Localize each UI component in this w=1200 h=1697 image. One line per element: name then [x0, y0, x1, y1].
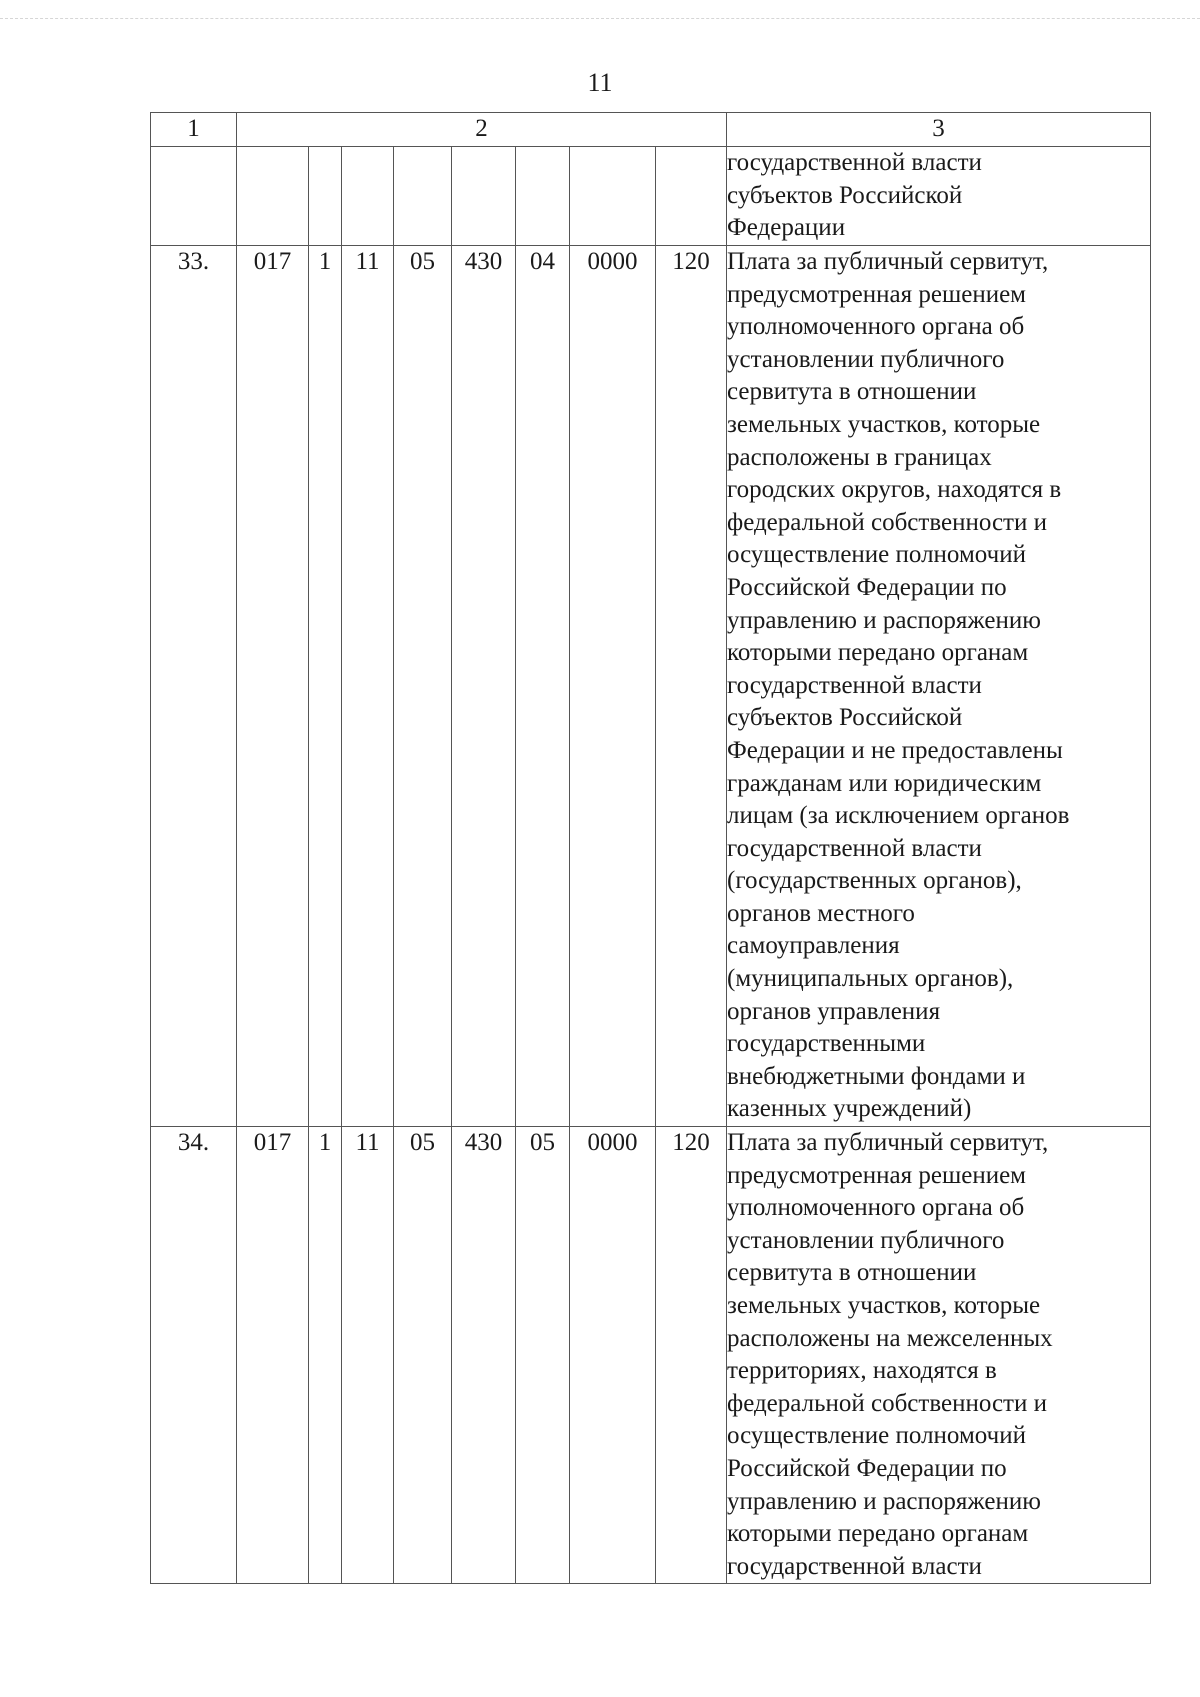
description-cell: [727, 246, 1151, 1127]
table-row-continuation: [151, 147, 1151, 246]
description-cell: [727, 1127, 1151, 1584]
code-segment-6: 05: [516, 1127, 570, 1584]
header-col-3: 3: [727, 113, 1151, 147]
code-segment-6: 04: [516, 246, 570, 1127]
code-segment-2: 1: [309, 1127, 342, 1584]
scan-edge-artifact: [0, 18, 1200, 19]
empty-cell: [394, 147, 452, 246]
empty-cell: [516, 147, 570, 246]
header-col-2: 2: [237, 113, 727, 147]
empty-cell: [570, 147, 656, 246]
code-segment-2: 1: [309, 246, 342, 1127]
continuation-description-cell: [727, 147, 1151, 246]
row-number: 33.: [151, 246, 237, 1127]
empty-cell: [656, 147, 727, 246]
code-segment-4: 05: [394, 1127, 452, 1584]
code-segment-8: 120: [656, 1127, 727, 1584]
table-row: [151, 1127, 1151, 1584]
empty-cell: [237, 147, 309, 246]
code-segment-8: 120: [656, 246, 727, 1127]
row-description: Плата за публичный сервитут, предусмотренная решением уполномоченного органа об установлении публичного сервитута в отношении земельных участков, которые расположены в границах городских округов, находятся в федеральной собственности и осуществление полномочий Российской Федерации по управлению и распоряжению которыми передано органам государственной власти субъектов Российской Федерации и не предоставлены гражданам или юридическим лицам (за исключением органов государственной власти (государственных органов), органов местного самоуправления (муниципальных органов), органов управления государственными внебюджетными фондами и казенных учреждений): [727, 248, 1070, 1123]
header-col-1: 1: [151, 113, 237, 147]
code-segment-5: 430: [452, 246, 516, 1127]
empty-cell: [309, 147, 342, 246]
table-row: [151, 246, 1151, 1127]
code-segment-1: 017: [237, 246, 309, 1127]
code-segment-1: 017: [237, 1127, 309, 1584]
table-header-row: [151, 113, 1151, 147]
page-number: 11: [587, 68, 613, 97]
code-segment-4: 05: [394, 246, 452, 1127]
row-number: 34.: [151, 1127, 237, 1584]
code-segment-3: 11: [342, 1127, 394, 1584]
code-segment-7: 0000: [570, 1127, 656, 1584]
code-segment-7: 0000: [570, 246, 656, 1127]
code-segment-5: 430: [452, 1127, 516, 1584]
empty-cell: [342, 147, 394, 246]
empty-cell: [452, 147, 516, 246]
row-description: Плата за публичный сервитут, предусмотренная решением уполномоченного органа об установлении публичного сервитута в отношении земельных участков, которые расположены на межселенных территориях, находятся в федеральной собственности и осуществление полномочий Российской Федерации по управлению и распоряжению которыми передано органам государственной власти: [727, 1129, 1053, 1580]
empty-cell: [151, 147, 237, 246]
code-segment-3: 11: [342, 246, 394, 1127]
revenue-codes-table: [150, 112, 1151, 1584]
continuation-description: государственной власти субъектов Российской Федерации: [727, 149, 982, 242]
